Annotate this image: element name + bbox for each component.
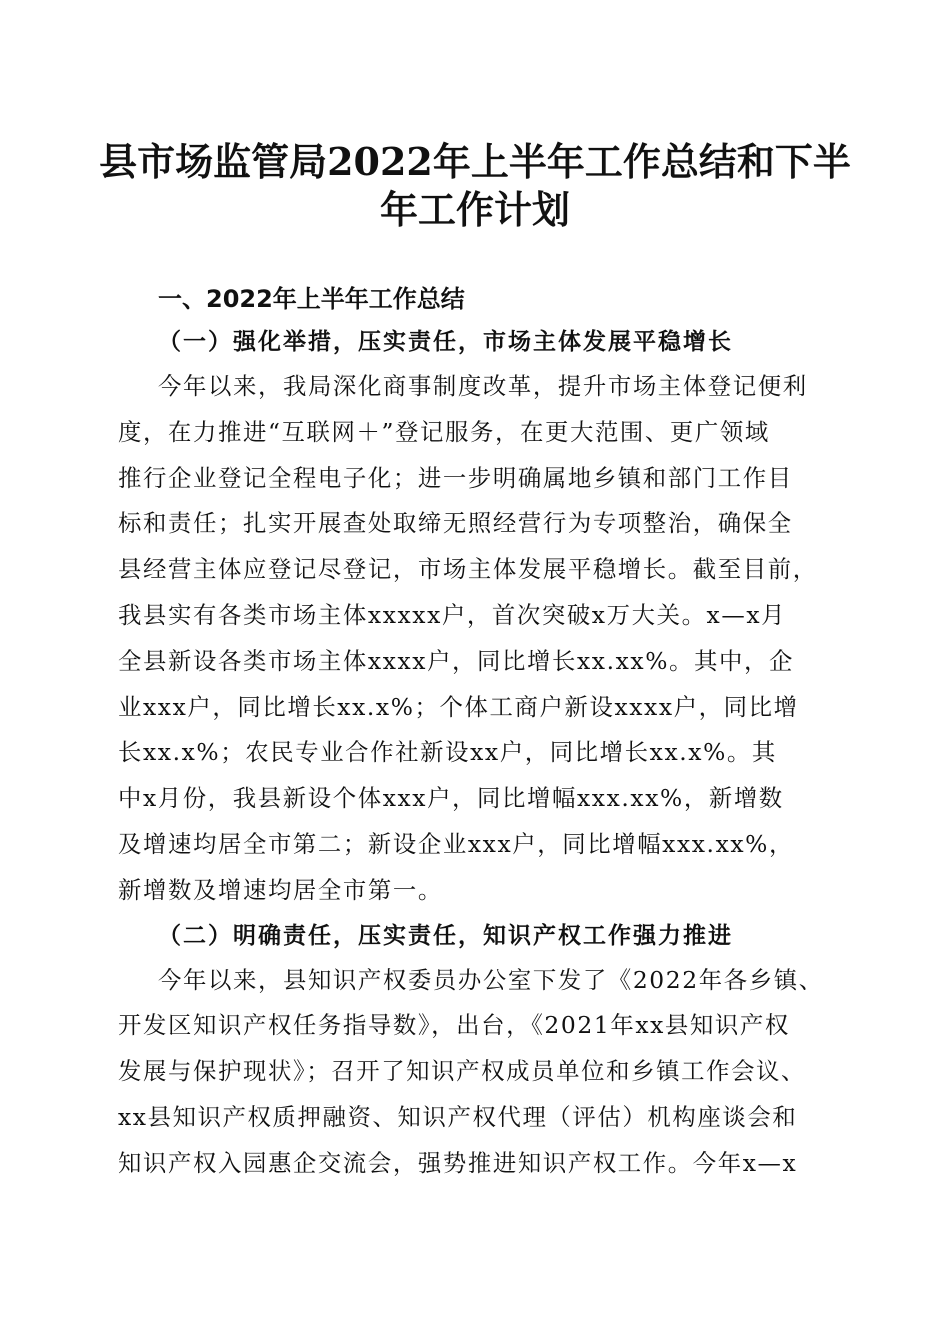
paragraph-line: 今年以来，我局深化商事制度改革，提升市场主体登记便利 bbox=[158, 372, 808, 400]
paragraph-line: 推行企业登记全程电子化；进一步明确属地乡镇和部门工作目 bbox=[118, 463, 793, 492]
paragraph-line: 中x月份，我县新设个体xxx户，同比增幅xxx.xx%，新增数 bbox=[118, 784, 784, 813]
paragraph-line: 发展与保护现状》；召开了知识产权成员单位和乡镇工作会议、 bbox=[118, 1057, 807, 1086]
document-body bbox=[118, 278, 838, 1187]
paragraph-line: 今年以来，县知识产权委员办公室下发了《2022年各乡镇、 bbox=[158, 965, 824, 994]
paragraph-line: 新增数及增速均居全市第一。 bbox=[118, 875, 443, 904]
paragraph-1 bbox=[118, 364, 838, 914]
subsection-heading-1: （一）强化举措，压实责任，市场主体发展平稳增长 bbox=[158, 328, 733, 355]
paragraph-line: 度，在力推进“互联网＋”登记服务，在更大范围、更广领域 bbox=[118, 417, 770, 446]
paragraph-line: xx县知识产权质押融资、知识产权代理（评估）机构座谈会和 bbox=[118, 1102, 798, 1131]
paragraph-line: 全县新设各类市场主体xxxx户，同比增长xx.xx%。其中，企 bbox=[118, 646, 794, 675]
subsection-heading-2: （二）明确责任，压实责任，知识产权工作强力推进 bbox=[158, 921, 733, 949]
paragraph-line: 标和责任；扎实开展查处取缔无照经营行为专项整治，确保全 bbox=[118, 509, 793, 538]
document-title-line-2: 年工作计划 bbox=[379, 187, 570, 232]
paragraph-line: 知识产权入园惠企交流会，强势推进知识产权工作。今年x—x bbox=[118, 1148, 798, 1177]
paragraph-line: 业xxx户，同比增长xx.x%；个体工商户新设xxxx户，同比增 bbox=[118, 692, 799, 721]
paragraph-line: 我县实有各类市场主体xxxxx户，首次突破x万大关。x—x月 bbox=[118, 600, 787, 629]
paragraph-line: 及增速均居全市第二；新设企业xxx户，同比增幅xxx.xx%， bbox=[118, 829, 794, 858]
paragraph-line: 长xx.x%；农民专业合作社新设xx户，同比增长xx.x%。其 bbox=[118, 738, 777, 767]
paragraph-2 bbox=[118, 958, 838, 1187]
section-heading-1: 一、2022年上半年工作总结 bbox=[158, 285, 465, 313]
document-title-line-1: 县市场监管局2022年上半年工作总结和下半 bbox=[99, 139, 851, 184]
paragraph-line: 开发区知识产权任务指导数》，出台，《2021年xx县知识产权 bbox=[118, 1011, 790, 1040]
paragraph-line: 县经营主体应登记尽登记，市场主体发展平稳增长。截至目前， bbox=[118, 555, 818, 584]
